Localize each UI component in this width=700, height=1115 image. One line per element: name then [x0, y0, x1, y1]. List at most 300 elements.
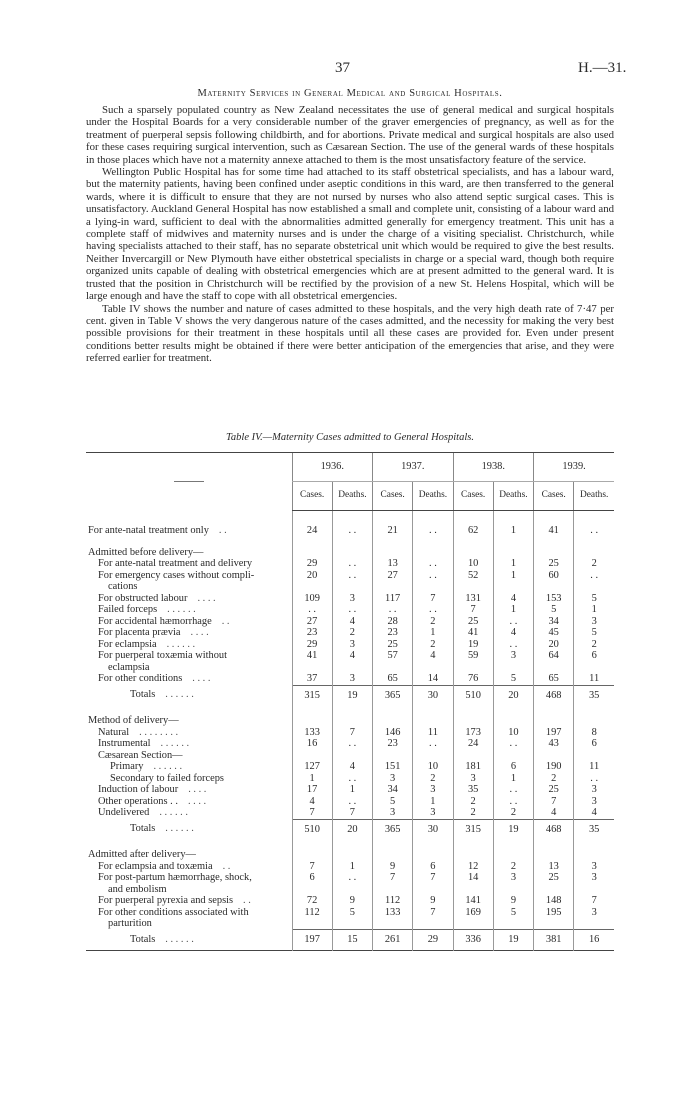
cases-cell: 25 — [534, 558, 574, 570]
empty-cell — [453, 581, 493, 593]
deaths-cell: 3 — [574, 784, 614, 796]
row-label: For other conditions — [98, 673, 183, 684]
cases-cell: 16 — [292, 738, 332, 750]
empty-cell — [332, 849, 372, 861]
table-row — [86, 895, 614, 907]
spacer-row — [86, 537, 614, 547]
row-label: and embolism — [108, 883, 167, 895]
deaths-cell: 16 — [574, 930, 614, 951]
deaths-cell: . . — [413, 738, 453, 750]
group-heading-row — [86, 849, 614, 861]
deaths-cell: 2 — [413, 773, 453, 785]
cases-cell: 131 — [453, 593, 493, 605]
cases-cell: 197 — [534, 727, 574, 739]
deaths-cell: 3 — [413, 807, 453, 819]
deaths-cell: 4 — [332, 616, 372, 628]
dot-leaders: . . . . — [187, 795, 207, 807]
empty-cell — [413, 581, 453, 593]
empty-cell — [574, 849, 614, 861]
cases-cell: 60 — [534, 570, 574, 582]
table-row — [86, 650, 614, 662]
cases-cell: 315 — [292, 685, 332, 705]
cases-cell: 25 — [373, 639, 413, 651]
empty-cell — [493, 662, 533, 674]
deaths-cell: . . — [332, 525, 372, 537]
deaths-cell: 1 — [493, 604, 533, 616]
deaths-cell: 4 — [332, 761, 372, 773]
cases-cell — [453, 750, 493, 762]
deaths-cell: 10 — [413, 761, 453, 773]
row-label: For emergency cases without compli- — [98, 569, 255, 581]
dot-leaders: . . — [222, 860, 231, 872]
empty-cell — [373, 849, 413, 861]
deaths-cell: 19 — [332, 685, 372, 705]
deaths-cell: 1 — [413, 796, 453, 808]
cases-cell: 35 — [453, 784, 493, 796]
cases-cell: 27 — [292, 616, 332, 628]
cases-cell: 112 — [373, 895, 413, 907]
cases-cell: 2 — [453, 807, 493, 819]
row-label: Instrumental — [98, 738, 151, 749]
empty-cell — [574, 715, 614, 727]
dot-leaders: . . — [221, 615, 230, 627]
cases-cell: 109 — [292, 593, 332, 605]
deaths-cell: . . — [332, 872, 372, 884]
dot-leaders: . . — [243, 895, 251, 906]
empty-cell — [574, 884, 614, 896]
deaths-cell: 14 — [413, 673, 453, 685]
empty-cell — [574, 581, 614, 593]
paragraph: Such a sparsely populated country as New Zealand necessitates the use of general medical and surgical hospitals under the Hospital Boards for a very considerable number of the graver emergencies of pregnancy, as well as for the treatment of puerperal sepsis following childbirth, and for abortions. Private medical and surgical hospitals are also used for these cases requiring surgical intervention, such as Cæsarean Section. The use of the general wards of these hospitals in those places which have not a maternity annexe attached to them is the most unsatisfactory feature of the service. — [86, 104, 614, 166]
deaths-cell: . . — [493, 616, 533, 628]
page-number: 37 — [335, 60, 350, 76]
cases-cell: 2 — [534, 773, 574, 785]
label-continuation-row — [86, 662, 614, 674]
empty-cell — [534, 715, 574, 727]
cases-cell: 64 — [534, 650, 574, 662]
empty-cell — [373, 918, 413, 930]
deaths-cell: 2 — [493, 861, 533, 873]
spacer-row — [86, 511, 614, 526]
deaths-cell: . . — [332, 796, 372, 808]
cases-cell: 28 — [373, 616, 413, 628]
deaths-cell: . . — [493, 796, 533, 808]
cases-cell: 24 — [453, 738, 493, 750]
paragraph: Wellington Public Hospital has for some time had attached to its staff obstetrical specialists, and has a labour ward, but the maternity patients, having been confined under aseptic conditions in this ward, are then transferred to the general wards, where it is difficult to ensure that they are not nursed by nurses who also attend septic surgical cases. This is unsatisfactory. Auckland General Hospital has now established a small and complete unit, consisting of a labour ward and a lying-in ward, sufficient to deal with the abnormalities admitted generally for emergency treatment. This unit has a complete staff of midwives and maternity nurses and is under the charge of a visiting specialist. Christchurch, while having specialists attached to their staff, has no separate obstetrical unit which would be required to give the best results. Neither Invercargill or New Plymouth have either obstetrical specialists in charge or a special ward, though both require organized units capable of dealing with obstetrical emergencies which are at present admitted to the general ward. It is trusted that the position in Christchurch will be rectified by the provision of a new St. Helens Hospital, which will be large enough and have the staff to cope with all obstetrical emergencies. — [86, 166, 614, 303]
table-row — [86, 616, 614, 628]
cases-cell: 34 — [534, 616, 574, 628]
cases-cell: 195 — [534, 907, 574, 919]
deaths-cell: . . — [493, 639, 533, 651]
cases-cell: 41 — [534, 525, 574, 537]
deaths-cell — [493, 750, 533, 762]
row-label: Admitted after delivery— — [88, 849, 196, 860]
maternity-cases-table — [86, 452, 614, 953]
stub-dash — [174, 481, 204, 482]
cases-cell: 7 — [292, 807, 332, 819]
cases-cell: 52 — [453, 570, 493, 582]
deaths-cell: 3 — [413, 784, 453, 796]
deaths-cell: 2 — [574, 558, 614, 570]
deaths-cell: 3 — [574, 907, 614, 919]
table-row — [86, 727, 614, 739]
deaths-cell: 20 — [332, 819, 372, 839]
cases-cell: 153 — [534, 593, 574, 605]
cases-cell: 29 — [292, 639, 332, 651]
dot-leaders: . . . . . . — [159, 807, 188, 818]
empty-cell — [453, 662, 493, 674]
empty-cell — [534, 662, 574, 674]
cases-cell: 23 — [373, 627, 413, 639]
deaths-cell: 1 — [493, 525, 533, 537]
cases-cell: 45 — [534, 627, 574, 639]
deaths-cell: 35 — [574, 819, 614, 839]
label-continuation-row — [86, 884, 614, 896]
empty-cell — [534, 547, 574, 559]
dot-leaders: . . . . . . . . — [139, 726, 179, 738]
cases-cell: 141 — [453, 895, 493, 907]
row-label: For puerperal toxæmia without — [98, 650, 227, 661]
table-row — [86, 784, 614, 796]
cases-cell: 19 — [453, 639, 493, 651]
deaths-cell: 20 — [493, 685, 533, 705]
dot-leaders: . . . . — [197, 592, 216, 604]
cases-cell: 261 — [373, 930, 413, 951]
deaths-cell: 4 — [574, 807, 614, 819]
dot-leaders: . . . . . . — [165, 689, 194, 700]
empty-cell — [292, 662, 332, 674]
table-row — [86, 593, 614, 605]
deaths-cell: 2 — [332, 627, 372, 639]
cases-cell: 25 — [534, 872, 574, 884]
cases-cell: 57 — [373, 650, 413, 662]
deaths-cell: 3 — [332, 593, 372, 605]
row-label: parturition — [108, 918, 152, 929]
cases-cell: 148 — [534, 895, 574, 907]
deaths-cell: 5 — [332, 907, 372, 919]
cases-cell: 27 — [373, 570, 413, 582]
deaths-cell: 3 — [332, 639, 372, 651]
empty-cell — [453, 918, 493, 930]
cases-cell: 7 — [373, 872, 413, 884]
deaths-cell: . . — [332, 604, 372, 616]
cases-cell: 37 — [292, 673, 332, 685]
row-label: Cæsarean Section— — [98, 749, 183, 761]
row-label: Failed forceps — [98, 604, 158, 615]
deaths-cell: 9 — [332, 895, 372, 907]
cases-cell: 41 — [453, 627, 493, 639]
deaths-cell: . . — [574, 525, 614, 537]
deaths-cell: 3 — [574, 872, 614, 884]
deaths-cell: 1 — [332, 784, 372, 796]
cases-cell: 12 — [453, 861, 493, 873]
section-title: Maternity Services in General Medical and Surgical Hospitals. — [197, 88, 503, 99]
cases-cell: 181 — [453, 761, 493, 773]
empty-cell — [413, 715, 453, 727]
dot-leaders: . . . . — [188, 784, 207, 795]
deaths-cell: . . — [574, 570, 614, 582]
cases-cell: 65 — [534, 673, 574, 685]
deaths-cell: 4 — [332, 650, 372, 662]
deaths-cell: 30 — [413, 685, 453, 705]
year-header: 1939. — [534, 453, 615, 482]
cases-cell: 23 — [292, 627, 332, 639]
deaths-cell: 2 — [493, 807, 533, 819]
cases-cell: 25 — [534, 784, 574, 796]
empty-cell — [373, 547, 413, 559]
bottom-rule — [86, 950, 614, 953]
cases-cell: 5 — [534, 604, 574, 616]
deaths-cell: 2 — [413, 616, 453, 628]
row-label: For other conditions associated with — [98, 906, 249, 918]
cases-cell: 381 — [534, 930, 574, 951]
deaths-cell: 35 — [574, 685, 614, 705]
cases-cell: 3 — [453, 773, 493, 785]
cases-cell: 25 — [453, 616, 493, 628]
cases-cell: 5 — [373, 796, 413, 808]
table-row — [86, 604, 614, 616]
dot-leaders: . . . . . . — [153, 761, 183, 772]
deaths-cell: 6 — [574, 650, 614, 662]
deaths-cell: 3 — [574, 861, 614, 873]
row-label: Method of delivery— — [88, 715, 179, 726]
cases-cell: 6 — [292, 872, 332, 884]
deaths-header: Deaths. — [574, 482, 614, 511]
deaths-cell: . . — [332, 570, 372, 582]
deaths-cell: 3 — [574, 616, 614, 628]
row-label: For obstructed labour — [98, 592, 188, 604]
empty-cell — [534, 918, 574, 930]
empty-cell — [413, 547, 453, 559]
table-row — [86, 773, 614, 785]
year-header-row — [86, 453, 614, 482]
deaths-cell: 30 — [413, 819, 453, 839]
dot-leaders: . . . . . . — [167, 604, 196, 615]
cases-cell: 2 — [453, 796, 493, 808]
deaths-cell: 29 — [413, 930, 453, 951]
cases-cell: 21 — [373, 525, 413, 537]
deaths-cell: 1 — [413, 627, 453, 639]
deaths-cell: 1 — [493, 773, 533, 785]
empty-cell — [292, 884, 332, 896]
deaths-cell: 10 — [493, 727, 533, 739]
cases-cell: 7 — [292, 861, 332, 873]
cases-cell: 72 — [292, 895, 332, 907]
page-header — [0, 60, 700, 80]
deaths-cell — [574, 750, 614, 762]
cases-cell: 112 — [292, 907, 332, 919]
cases-cell: 65 — [373, 673, 413, 685]
label-continuation-row — [86, 581, 614, 593]
cases-cell — [292, 750, 332, 762]
empty-cell — [453, 715, 493, 727]
table-row — [86, 861, 614, 873]
row-label: For eclampsia — [98, 638, 157, 650]
totals-row — [86, 819, 614, 839]
empty-cell — [332, 581, 372, 593]
deaths-cell: 4 — [493, 593, 533, 605]
deaths-cell: 11 — [413, 727, 453, 739]
cases-cell: 7 — [453, 604, 493, 616]
empty-cell — [292, 581, 332, 593]
empty-cell — [453, 884, 493, 896]
deaths-cell: 1 — [493, 570, 533, 582]
empty-cell — [373, 715, 413, 727]
cases-cell: . . — [292, 604, 332, 616]
table-row — [86, 525, 614, 537]
table-row — [86, 750, 614, 762]
table-row — [86, 738, 614, 750]
empty-cell — [332, 662, 372, 674]
deaths-cell: 6 — [574, 738, 614, 750]
empty-cell — [493, 884, 533, 896]
cases-cell: 13 — [373, 558, 413, 570]
row-label: For ante-natal treatment and delivery — [98, 558, 253, 569]
cases-cell: 20 — [534, 639, 574, 651]
deaths-cell: . . — [493, 784, 533, 796]
deaths-cell: 19 — [493, 819, 533, 839]
empty-cell — [574, 918, 614, 930]
deaths-cell: 2 — [413, 639, 453, 651]
table-row — [86, 872, 614, 884]
year-header: 1936. — [292, 453, 373, 482]
row-label: For placenta prævia — [98, 627, 181, 638]
cases-cell: 365 — [373, 819, 413, 839]
deaths-cell: 3 — [574, 796, 614, 808]
deaths-cell: . . — [332, 738, 372, 750]
deaths-cell: . . — [413, 525, 453, 537]
deaths-cell: 7 — [413, 907, 453, 919]
cases-cell: 146 — [373, 727, 413, 739]
deaths-cell — [413, 750, 453, 762]
empty-cell — [373, 884, 413, 896]
cases-cell: 23 — [373, 738, 413, 750]
cases-cell: 197 — [292, 930, 332, 951]
empty-cell — [292, 849, 332, 861]
empty-cell — [493, 715, 533, 727]
cases-cell — [373, 750, 413, 762]
cases-cell: 34 — [373, 784, 413, 796]
deaths-cell: 6 — [493, 761, 533, 773]
deaths-cell: 7 — [332, 727, 372, 739]
cases-cell: 76 — [453, 673, 493, 685]
cases-cell: 127 — [292, 761, 332, 773]
cases-header: Cases. — [292, 482, 332, 511]
spacer-row — [86, 839, 614, 849]
table-row — [86, 761, 614, 773]
empty-cell — [292, 547, 332, 559]
empty-cell — [373, 662, 413, 674]
group-heading-row — [86, 547, 614, 559]
table-row — [86, 807, 614, 819]
empty-cell — [373, 581, 413, 593]
table-row — [86, 570, 614, 582]
deaths-cell: 7 — [332, 807, 372, 819]
totals-row — [86, 930, 614, 951]
row-label: For accidental hæmorrhage — [98, 615, 212, 627]
cases-cell: . . — [373, 604, 413, 616]
deaths-cell: 7 — [413, 872, 453, 884]
empty-cell — [292, 918, 332, 930]
cases-cell: 510 — [453, 685, 493, 705]
paragraph: Table IV shows the number and nature of cases admitted to these hospitals, and the very high death rate of 7·47 per cent. given in Table V shows the very dangerous nature of the cases admitted, and the necessity for making the very best possible provisions for their treatment in these hospitals until all these cases are provided for. Even under present conditions better results might be obtained if there were better anticipation of the emergencies that arise, and they were referred earlier for treatment. — [86, 302, 614, 365]
table-row — [86, 796, 614, 808]
table-row — [86, 558, 614, 570]
dot-leaders: . . . . — [190, 627, 209, 638]
cases-cell: 17 — [292, 784, 332, 796]
dot-leaders: . . . . . . — [166, 638, 196, 650]
deaths-cell: 11 — [574, 761, 614, 773]
deaths-cell: 7 — [574, 895, 614, 907]
deaths-cell: 3 — [493, 650, 533, 662]
row-label: Totals — [130, 933, 156, 945]
empty-cell — [413, 884, 453, 896]
row-label: Natural — [98, 726, 130, 738]
empty-cell — [574, 547, 614, 559]
empty-cell — [292, 715, 332, 727]
deaths-cell: . . — [413, 570, 453, 582]
cases-cell: 59 — [453, 650, 493, 662]
spacer-row — [86, 705, 614, 715]
cases-cell: 510 — [292, 819, 332, 839]
empty-cell — [332, 547, 372, 559]
dot-leaders: . . . . . . — [160, 738, 190, 749]
empty-cell — [453, 547, 493, 559]
cases-cell: 43 — [534, 738, 574, 750]
empty-cell — [413, 849, 453, 861]
dot-leaders: . . — [218, 525, 227, 536]
empty-cell — [332, 884, 372, 896]
cases-cell: 4 — [292, 796, 332, 808]
table-row — [86, 627, 614, 639]
cases-cell: 3 — [373, 773, 413, 785]
row-label: Admitted before delivery— — [88, 546, 204, 558]
cases-cell: 3 — [373, 807, 413, 819]
deaths-cell: 6 — [413, 861, 453, 873]
table-body — [86, 511, 614, 953]
cases-cell: 151 — [373, 761, 413, 773]
cases-cell: 365 — [373, 685, 413, 705]
empty-cell — [574, 662, 614, 674]
row-label: Undelivered — [98, 807, 150, 818]
cases-cell: 13 — [534, 861, 574, 873]
deaths-header: Deaths. — [413, 482, 453, 511]
totals-row — [86, 685, 614, 705]
deaths-cell: . . — [413, 604, 453, 616]
empty-cell — [534, 581, 574, 593]
deaths-cell: 9 — [493, 895, 533, 907]
cases-cell: 169 — [453, 907, 493, 919]
empty-cell — [493, 849, 533, 861]
row-label: Totals — [130, 689, 156, 700]
deaths-header: Deaths. — [493, 482, 533, 511]
row-label: For post-partum hæmorrhage, shock, — [98, 872, 252, 883]
row-label: For ante-natal treatment only — [88, 525, 209, 536]
row-label: Primary — [110, 761, 144, 772]
deaths-cell: 1 — [493, 558, 533, 570]
table-row — [86, 639, 614, 651]
deaths-cell: 9 — [413, 895, 453, 907]
cases-cell: 336 — [453, 930, 493, 951]
row-label: Totals — [130, 823, 156, 834]
deaths-cell: 4 — [493, 627, 533, 639]
cases-cell: 468 — [534, 685, 574, 705]
empty-cell — [534, 884, 574, 896]
cases-cell: 41 — [292, 650, 332, 662]
deaths-cell: 5 — [574, 627, 614, 639]
label-continuation-row — [86, 918, 614, 930]
deaths-cell: 4 — [413, 650, 453, 662]
